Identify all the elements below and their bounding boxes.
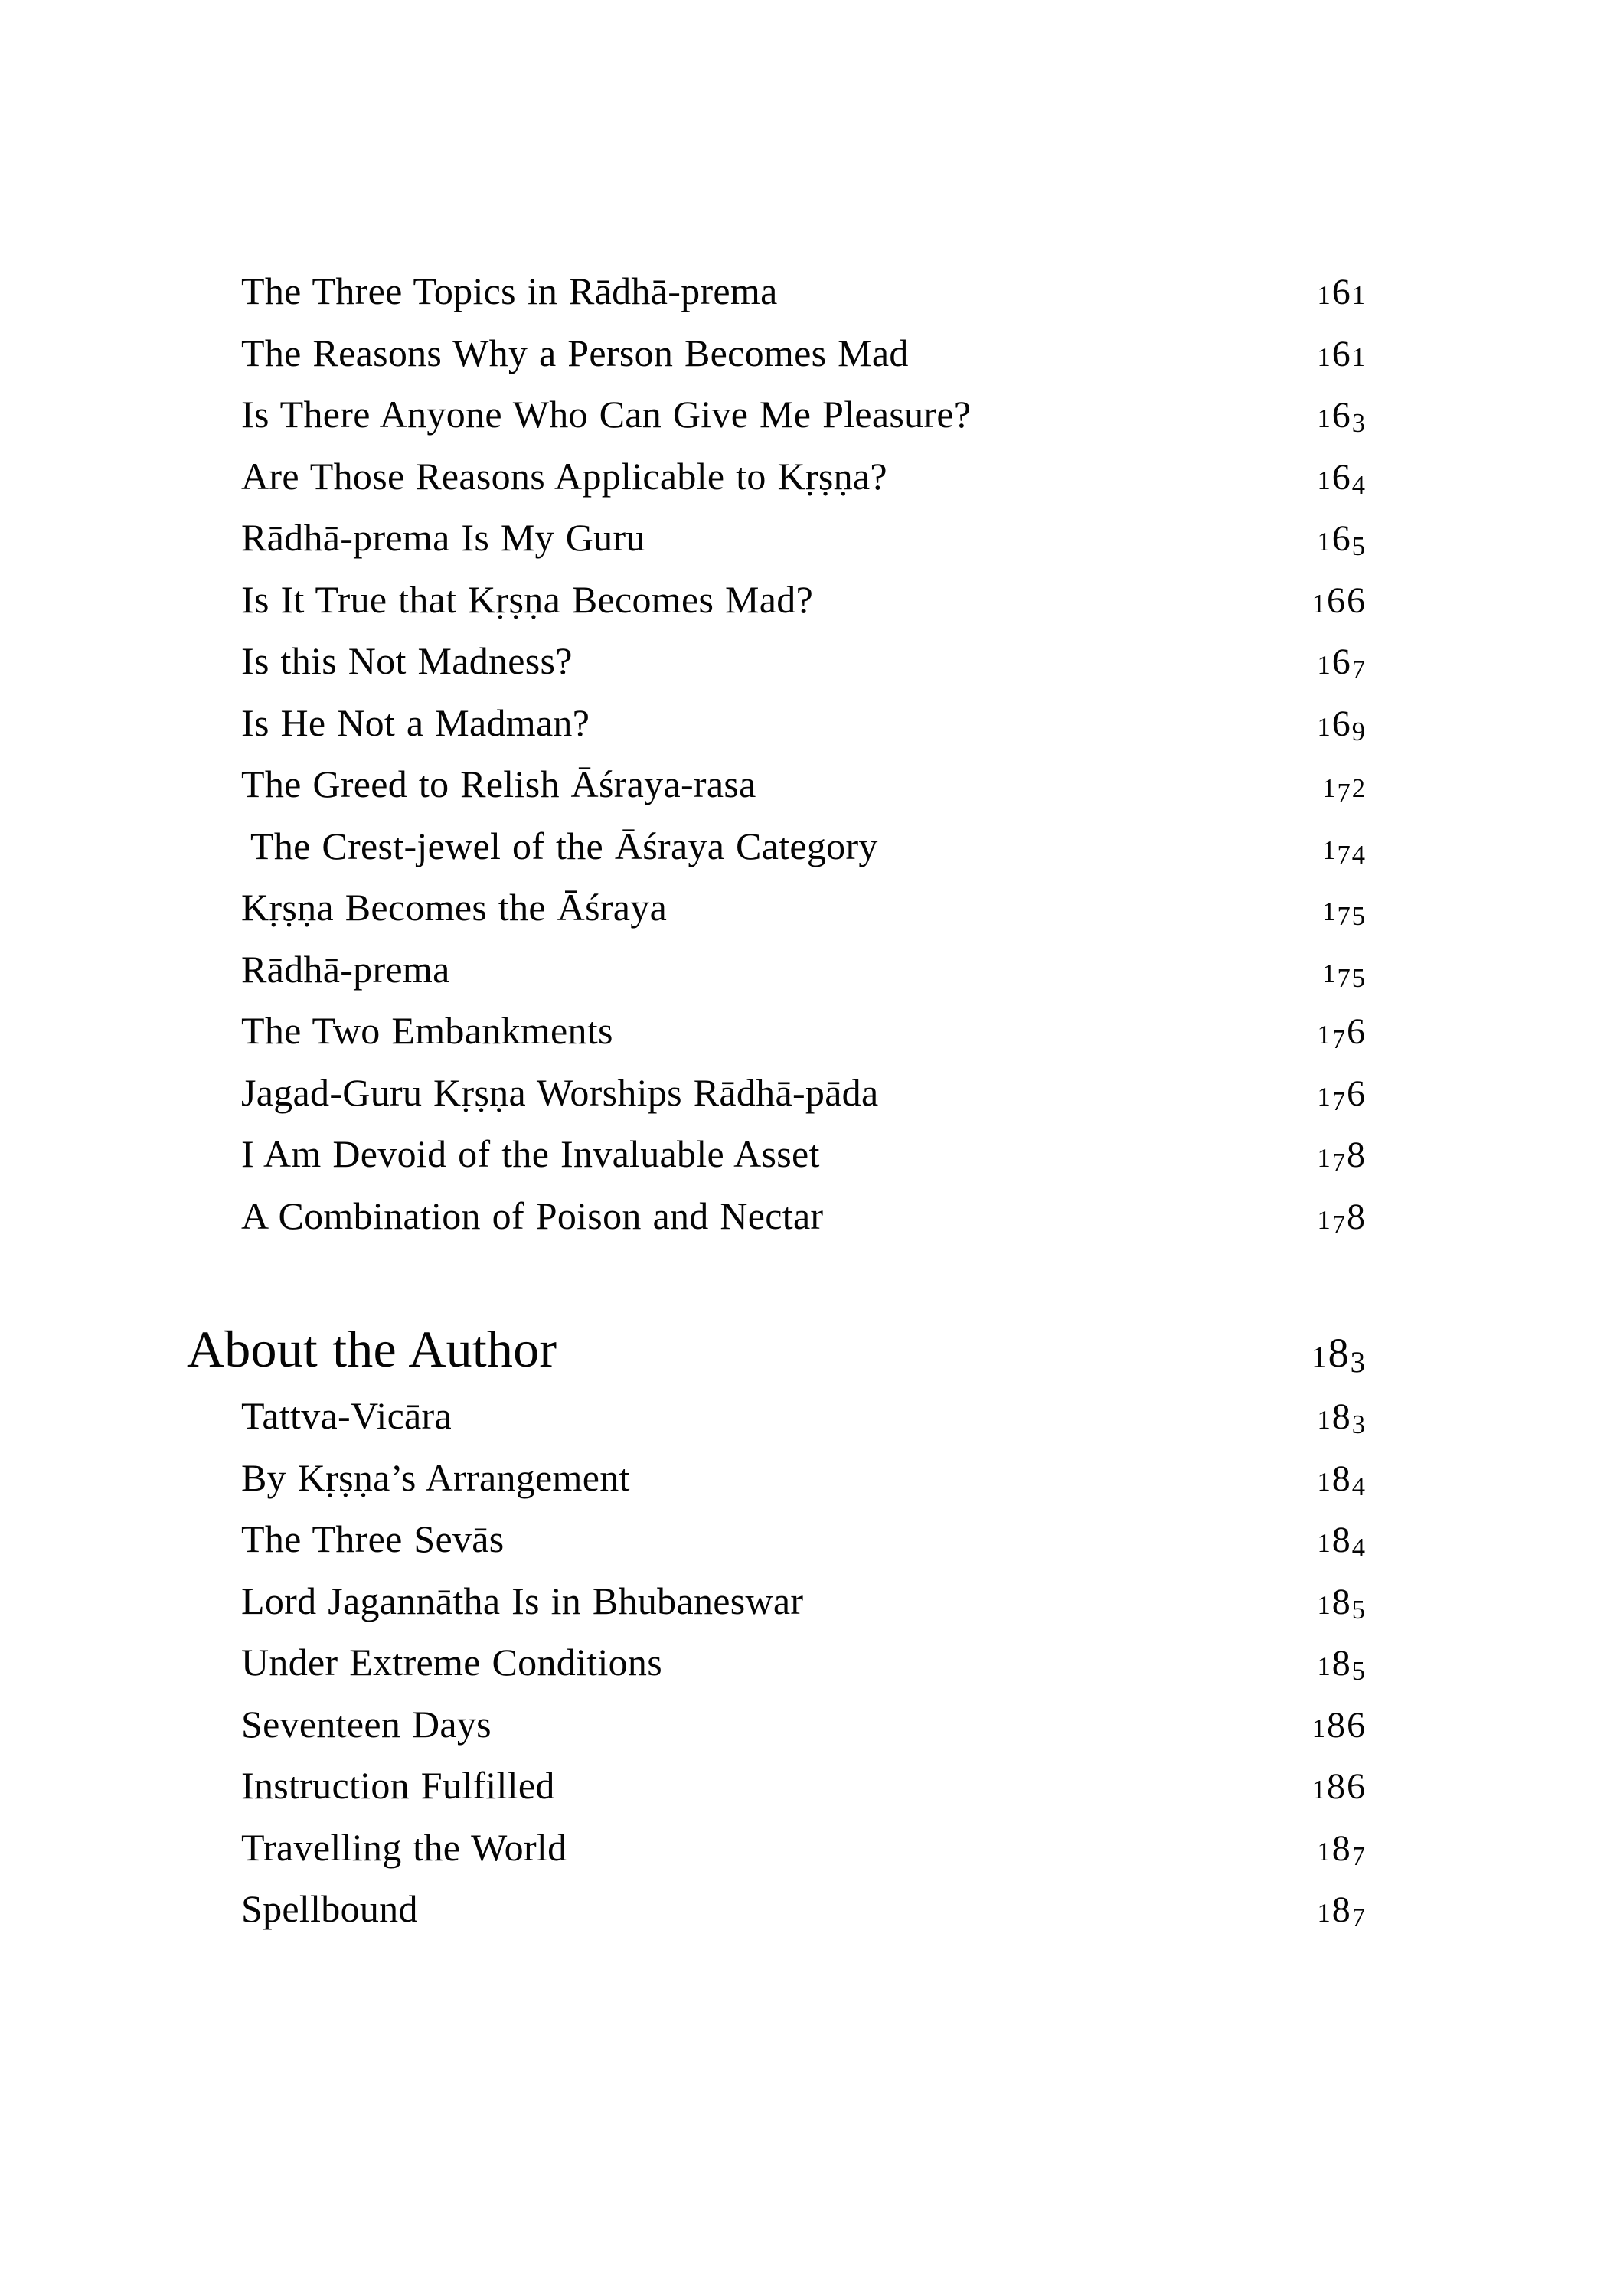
- toc-entry-row: [241, 877, 1367, 939]
- toc-entry-row: [241, 1000, 1367, 1062]
- toc-entry-title: The Crest-jewel of the Āśraya Category: [250, 824, 878, 867]
- toc-entry-row: [241, 1508, 1367, 1570]
- toc-entry-row: [241, 507, 1367, 569]
- toc-entry-title: Is He Not a Madman?: [241, 701, 590, 744]
- toc-entry-page-number: 161: [1317, 333, 1367, 374]
- toc-entry-title: I Am Devoid of the Invaluable Asset: [241, 1132, 820, 1175]
- toc-entry-page-number: 161: [1317, 272, 1367, 312]
- toc-entry-row: [241, 384, 1367, 446]
- toc-entry-page-number: 186: [1312, 1704, 1367, 1746]
- toc-entry-row: [241, 1062, 1367, 1124]
- toc-entry-page-number: 185: [1317, 1581, 1367, 1625]
- toc-entry-title: Travelling the World: [241, 1825, 567, 1869]
- toc-entry-page-number: 175: [1322, 959, 1367, 993]
- toc-entry-title: Kṛṣṇa Becomes the Āśraya: [241, 886, 668, 929]
- toc-entry-title: Is There Anyone Who Can Give Me Pleasure?: [241, 393, 972, 436]
- toc-entry-page-number: 187: [1317, 1827, 1367, 1871]
- toc-entry-title: By Kṛṣṇa’s Arrangement: [241, 1455, 630, 1499]
- toc-entry-page-number: 184: [1317, 1520, 1367, 1563]
- toc-section: [187, 1316, 1367, 1940]
- toc-entry-row: [241, 1755, 1367, 1817]
- toc-entry-title: The Reasons Why a Person Becomes Mad: [241, 331, 909, 374]
- toc-entry-title: The Greed to Relish Āśraya-rasa: [241, 763, 756, 805]
- toc-entry-title: Spellbound: [241, 1887, 418, 1930]
- toc-entry-row: [241, 322, 1367, 384]
- toc-entry-title: Is It True that Kṛṣṇa Becomes Mad?: [241, 577, 814, 621]
- toc-entry-row: [241, 753, 1367, 815]
- toc-entry-page-number: 187: [1317, 1889, 1367, 1933]
- toc-entry-row: [241, 1570, 1367, 1632]
- toc-entry-title: Lord Jagannātha Is in Bhubaneswar: [241, 1579, 804, 1622]
- toc-entry-title: A Combination of Poison and Nectar: [241, 1194, 824, 1237]
- toc-entry-title: Is this Not Madness?: [241, 639, 573, 682]
- toc-entry-title: Rādhā-prema Is My Guru: [241, 516, 645, 559]
- toc-entry-row: [241, 1447, 1367, 1509]
- toc-entry-row: [241, 815, 1367, 877]
- toc-entry-title: Under Extreme Conditions: [241, 1641, 662, 1684]
- toc-entry-row: [241, 630, 1367, 692]
- toc-entry-page-number: 176: [1317, 1011, 1367, 1055]
- toc-entry-title: The Two Embankments: [241, 1009, 613, 1052]
- toc-entry-row: [241, 260, 1367, 322]
- toc-section-heading-title: About the Author: [187, 1320, 557, 1378]
- toc-entry-page-number: 178: [1317, 1135, 1367, 1178]
- toc-entry-page-number: 186: [1312, 1766, 1367, 1807]
- toc-entry-page-number: 166: [1312, 580, 1367, 621]
- toc-entry-row: [241, 1817, 1367, 1879]
- toc-entry-page-number: 185: [1317, 1643, 1367, 1687]
- toc-entry-row: [241, 939, 1367, 1001]
- toc-entry-page-number: 175: [1322, 897, 1367, 932]
- toc-entry-title: Instruction Fulfilled: [241, 1764, 555, 1807]
- toc-entry-page-number: 169: [1317, 703, 1367, 746]
- toc-entry-page-number: 172: [1322, 774, 1367, 808]
- toc-entry-row: [241, 569, 1367, 631]
- toc-entry-page-number: 184: [1317, 1458, 1367, 1501]
- toc-entry-page-number: 164: [1317, 456, 1367, 500]
- toc-entry-title: Jagad-Guru Kṛṣṇa Worships Rādhā-pāda: [241, 1070, 879, 1114]
- toc-entry-page-number: 178: [1317, 1196, 1367, 1239]
- toc-entry-title: Seventeen Days: [241, 1702, 492, 1746]
- toc-entry-row: [241, 1631, 1367, 1693]
- toc-entry-row: [241, 1693, 1367, 1755]
- toc-entry-page-number: 183: [1317, 1396, 1367, 1440]
- toc-entry-row: [241, 692, 1367, 754]
- toc-entry-page-number: 163: [1317, 395, 1367, 439]
- table-of-contents: [187, 260, 1367, 1940]
- toc-entry-page-number: 167: [1317, 642, 1367, 685]
- toc-entry-title: The Three Sevās: [241, 1517, 505, 1560]
- toc-entry-title: The Three Topics in Rādhā-prema: [241, 269, 778, 312]
- toc-section-heading-page-number: 183: [1312, 1330, 1367, 1379]
- toc-entry-row: [241, 1123, 1367, 1185]
- toc-section-heading-row: [187, 1316, 1367, 1382]
- toc-entry-row: [241, 1185, 1367, 1247]
- toc-entry-row: [241, 446, 1367, 508]
- toc-section: [241, 260, 1367, 1246]
- toc-entry-row: [241, 1385, 1367, 1447]
- toc-entry-page-number: 165: [1317, 518, 1367, 562]
- toc-entry-page-number: 174: [1322, 835, 1367, 870]
- toc-entry-row: [241, 1878, 1367, 1940]
- toc-entry-page-number: 176: [1317, 1073, 1367, 1116]
- toc-entry-title: Tattva-Vicāra: [241, 1394, 452, 1437]
- toc-entry-title: Are Those Reasons Applicable to Kṛṣṇa?: [241, 454, 887, 498]
- toc-entry-title: Rādhā-prema: [241, 947, 450, 991]
